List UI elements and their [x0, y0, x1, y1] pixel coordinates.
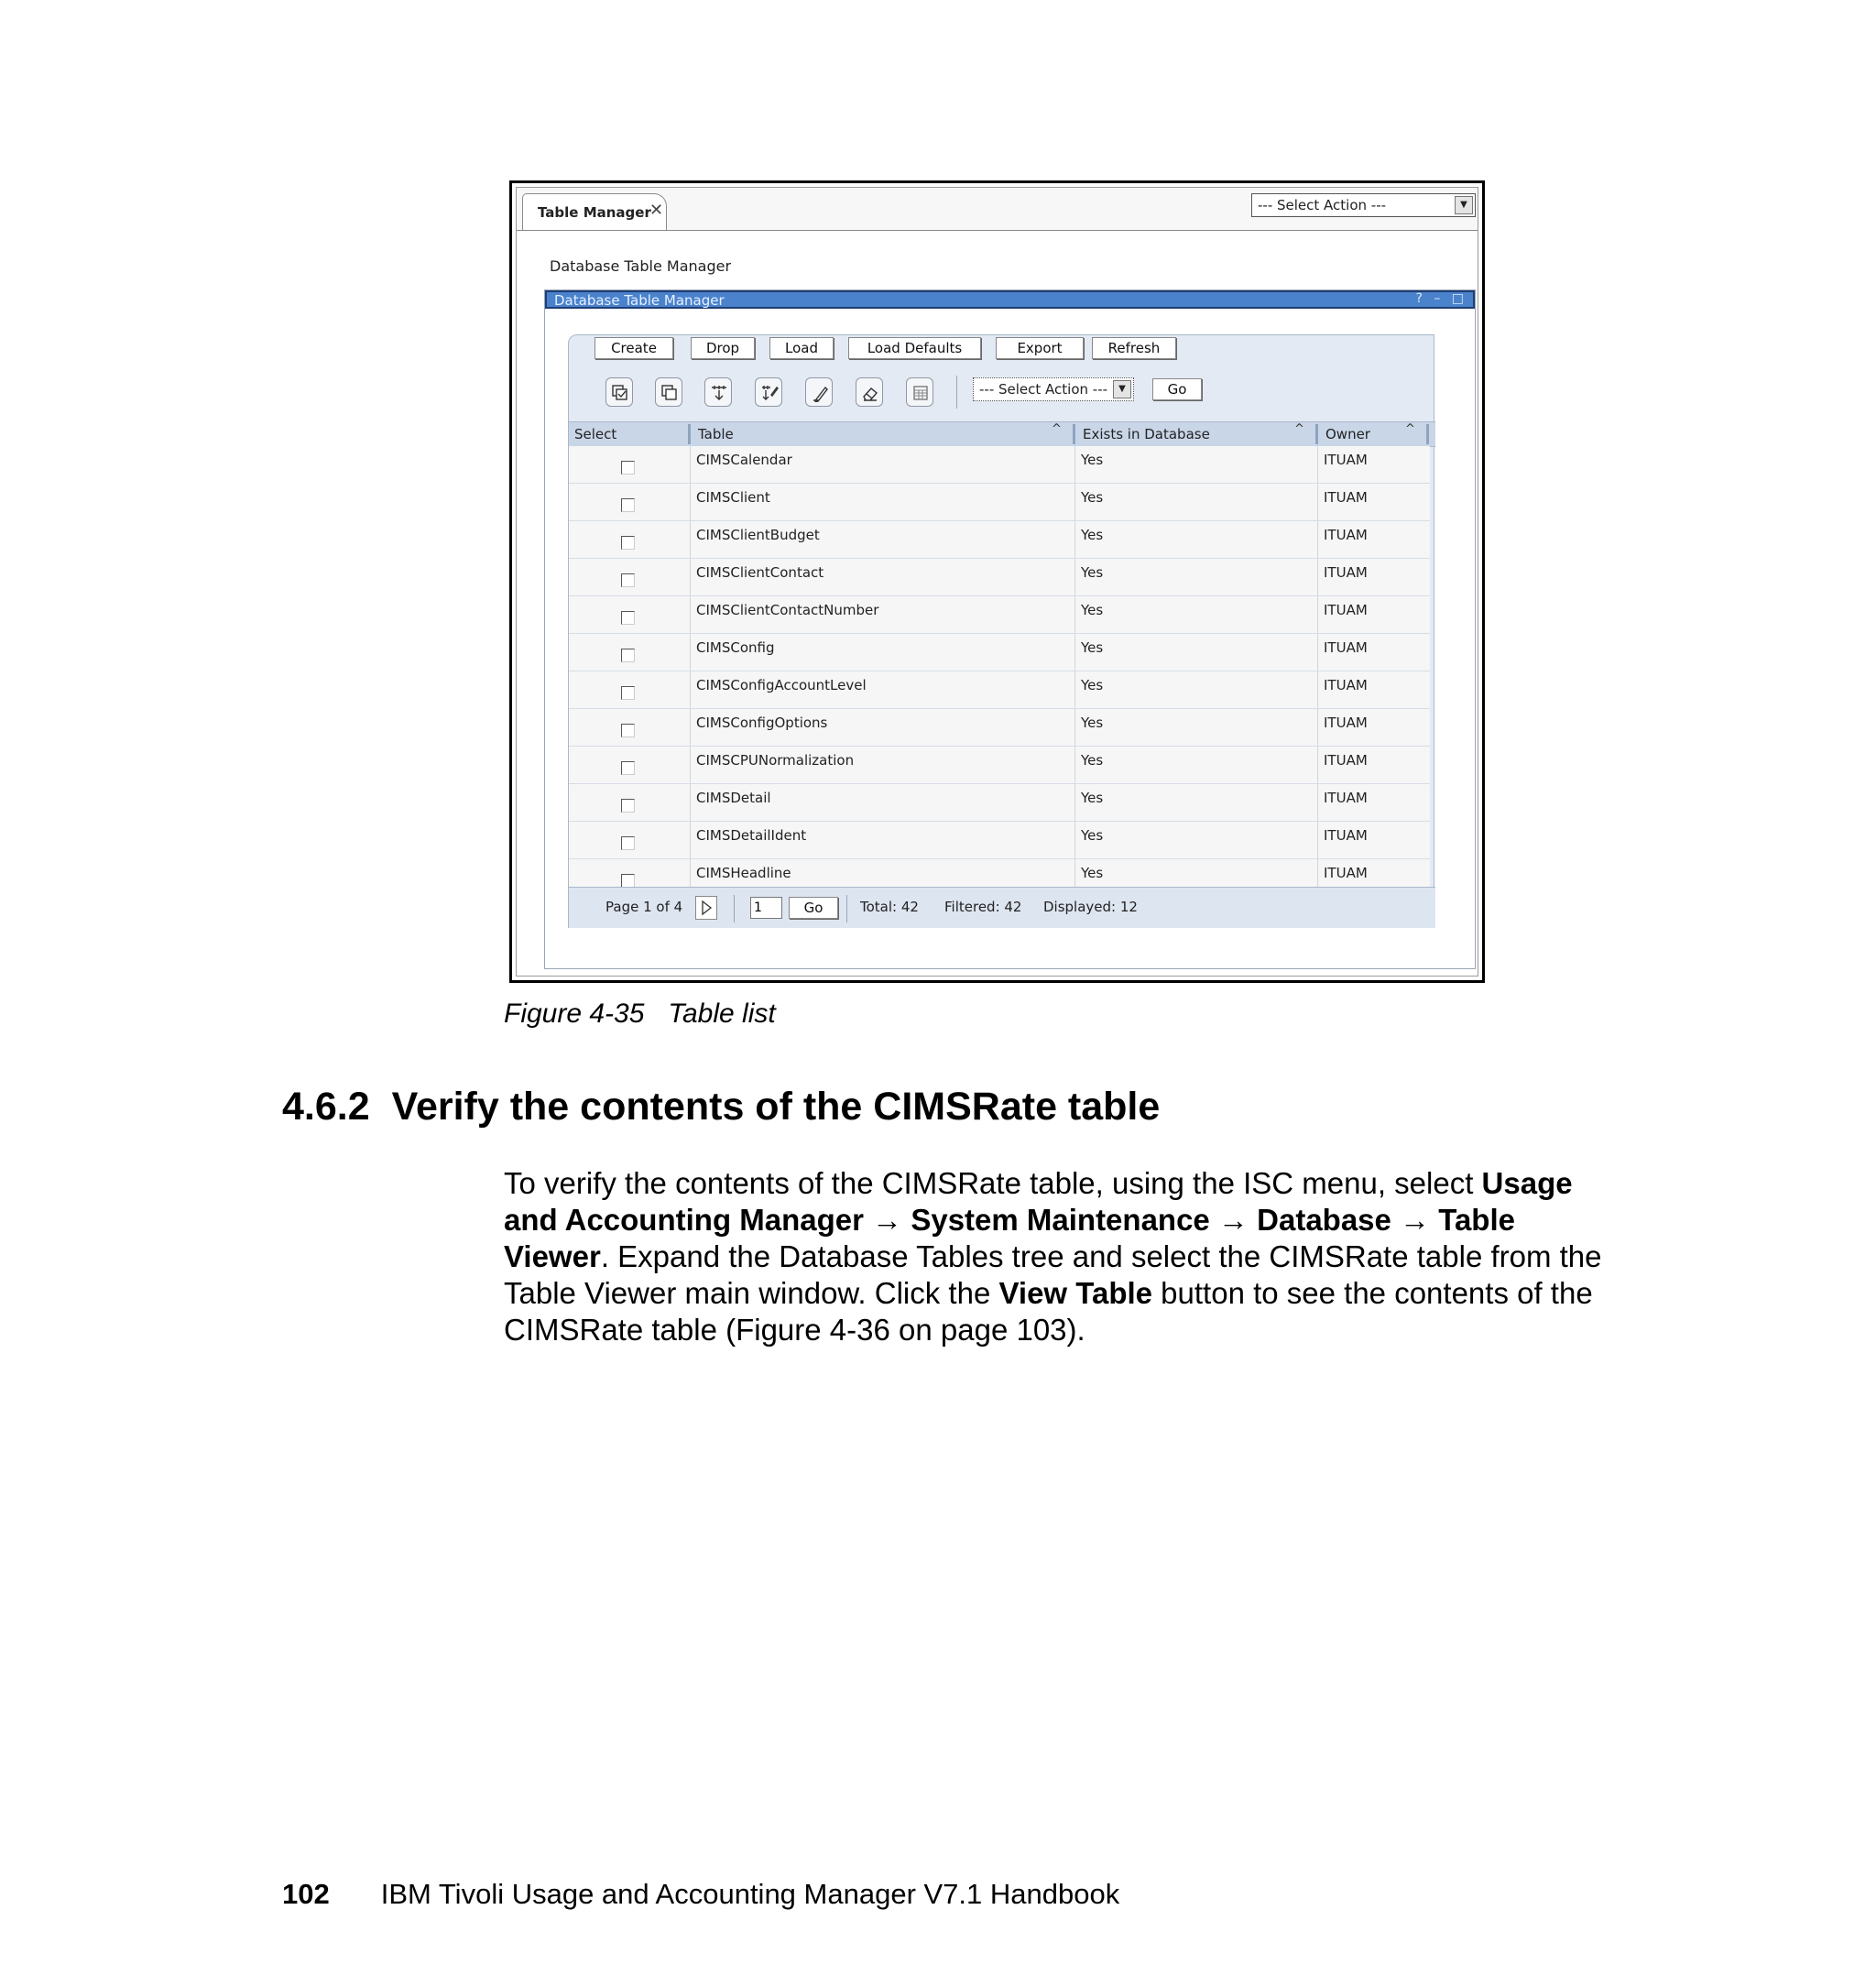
column-header-owner[interactable]: Owner — [1325, 426, 1370, 442]
chevron-down-icon[interactable]: ▼ — [1455, 196, 1473, 214]
column-divider — [1317, 521, 1318, 558]
cell-table-name: CIMSConfigOptions — [696, 715, 828, 731]
drop-button[interactable]: Drop — [691, 337, 755, 359]
cell-owner: ITUAM — [1324, 564, 1368, 581]
table-row[interactable] — [569, 709, 1430, 747]
cell-table-name: CIMSHeadline — [696, 865, 791, 881]
cell-exists: Yes — [1081, 527, 1104, 543]
select-all-icon[interactable] — [605, 377, 633, 407]
sort-ascending-icon[interactable]: ^ — [1405, 422, 1415, 436]
column-divider — [1074, 709, 1075, 746]
page-go-button[interactable]: Go — [789, 897, 838, 919]
collapse-table-icon[interactable] — [906, 377, 933, 407]
next-page-button[interactable] — [695, 896, 717, 920]
toolbar-divider — [956, 376, 957, 409]
menu-path-system-maintenance: System Maintenance — [911, 1203, 1210, 1237]
cell-exists: Yes — [1081, 602, 1104, 618]
cell-table-name: CIMSCPUNormalization — [696, 752, 855, 769]
column-divider — [1317, 671, 1318, 708]
table-panel — [568, 334, 1434, 928]
column-divider — [1317, 596, 1318, 633]
row-select-checkbox[interactable] — [621, 836, 635, 850]
page-action-select[interactable] — [1251, 193, 1476, 217]
cell-exists: Yes — [1081, 452, 1104, 468]
figure-number: Figure 4-35 — [504, 998, 645, 1029]
column-divider — [1074, 784, 1075, 821]
column-divider — [690, 521, 691, 558]
column-resize-handle[interactable] — [1073, 424, 1075, 444]
view-table-label: View Table — [998, 1276, 1152, 1310]
cell-owner: ITUAM — [1324, 752, 1368, 769]
create-button[interactable]: Create — [594, 337, 673, 359]
deselect-all-icon[interactable] — [655, 377, 682, 407]
portlet-window-icons[interactable]: ? – □ — [1415, 291, 1467, 306]
figure-title: Table list — [668, 998, 776, 1029]
cell-table-name: CIMSClient — [696, 489, 770, 506]
pager-divider — [734, 895, 735, 922]
column-divider — [1074, 446, 1075, 483]
cell-owner: ITUAM — [1324, 790, 1368, 806]
table-row[interactable] — [569, 559, 1430, 596]
pager-divider — [846, 895, 847, 922]
row-select-checkbox[interactable] — [621, 536, 635, 550]
page-indicator: Page 1 of 4 — [605, 899, 683, 915]
menu-path-usage-and-accounting-manager: Usage and Accounting Manager — [504, 1166, 1573, 1237]
column-divider — [690, 484, 691, 520]
row-select-checkbox[interactable] — [621, 573, 635, 587]
arrow-icon: → — [1217, 1203, 1249, 1237]
table-manager-screenshot — [509, 180, 1485, 983]
close-icon[interactable]: ✕ — [649, 201, 664, 220]
column-divider — [1317, 634, 1318, 671]
column-divider — [1074, 596, 1075, 633]
column-divider — [1074, 521, 1075, 558]
column-divider — [690, 671, 691, 708]
column-divider — [1317, 709, 1318, 746]
page-action-select-value: --- Select Action --- — [1258, 197, 1387, 213]
column-header-select: Select — [574, 426, 617, 442]
table-row[interactable] — [569, 784, 1430, 822]
cell-table-name: CIMSConfig — [696, 639, 775, 656]
displayed-count: Displayed: 12 — [1043, 899, 1138, 915]
column-divider — [690, 446, 691, 483]
column-divider — [1074, 484, 1075, 520]
page-title: Database Table Manager — [550, 257, 732, 275]
cell-exists: Yes — [1081, 865, 1104, 881]
column-divider — [1317, 446, 1318, 483]
row-select-checkbox[interactable] — [621, 686, 635, 700]
row-select-checkbox[interactable] — [621, 799, 635, 813]
cell-owner: ITUAM — [1324, 489, 1368, 506]
cell-exists: Yes — [1081, 639, 1104, 656]
cell-exists: Yes — [1081, 790, 1104, 806]
page-number: 102 — [282, 1878, 330, 1910]
figure-caption — [504, 998, 776, 1030]
cell-owner: ITUAM — [1324, 452, 1368, 468]
sort-ascending-icon[interactable]: ^ — [1294, 422, 1304, 436]
body-text-run: To verify the contents of the CIMSRate table, using the ISC menu, select — [504, 1166, 1482, 1200]
expand-filter-icon[interactable] — [704, 377, 732, 407]
tab-table-manager[interactable] — [522, 193, 667, 230]
tab-label: Table Manager — [538, 204, 651, 221]
load-button[interactable]: Load — [769, 337, 834, 359]
column-divider — [690, 747, 691, 783]
column-divider — [1074, 634, 1075, 671]
column-divider — [690, 784, 691, 821]
table-row[interactable] — [569, 484, 1430, 521]
arrow-icon: → — [1400, 1203, 1431, 1237]
row-select-checkbox[interactable] — [621, 724, 635, 737]
page-footer — [282, 1878, 1119, 1911]
edit-filter-icon[interactable] — [755, 377, 782, 407]
table-row[interactable] — [569, 822, 1430, 859]
table-row[interactable] — [569, 446, 1430, 484]
cell-table-name: CIMSDetail — [696, 790, 771, 806]
refresh-button[interactable]: Refresh — [1092, 337, 1176, 359]
section-heading — [282, 1085, 1160, 1129]
cell-owner: ITUAM — [1324, 715, 1368, 731]
cell-table-name: CIMSDetailIdent — [696, 827, 807, 844]
go-button[interactable]: Go — [1152, 378, 1202, 400]
body-text-run: button to see the contents of the CIMSRate table (Figure 4-36 on page 103). — [504, 1276, 1593, 1347]
pagination-bar — [569, 887, 1435, 928]
cell-table-name: CIMSCalendar — [696, 452, 792, 468]
portlet-title-bar — [545, 290, 1475, 309]
column-divider — [1074, 671, 1075, 708]
cell-exists: Yes — [1081, 677, 1104, 693]
cell-owner: ITUAM — [1324, 602, 1368, 618]
column-resize-handle[interactable] — [688, 424, 691, 444]
cell-exists: Yes — [1081, 827, 1104, 844]
arrow-icon: → — [872, 1203, 903, 1237]
table-row[interactable] — [569, 747, 1430, 784]
book-title: IBM Tivoli Usage and Accounting Manager V7.1 Handbook — [380, 1878, 1120, 1910]
cell-owner: ITUAM — [1324, 527, 1368, 543]
edit-sort-icon[interactable] — [805, 377, 833, 407]
column-divider — [1074, 559, 1075, 595]
column-divider — [1074, 747, 1075, 783]
portlet-title: Database Table Manager — [554, 292, 725, 309]
row-select-checkbox[interactable] — [621, 649, 635, 662]
body-text-run: . Expand the Database Tables tree and select the CIMSRate table from the Table Viewer main window. Click the — [504, 1239, 1602, 1310]
cell-owner: ITUAM — [1324, 827, 1368, 844]
page-number-input[interactable]: 1 — [750, 897, 782, 919]
column-divider — [690, 596, 691, 633]
table-action-select-value: --- Select Action --- — [979, 381, 1108, 398]
column-resize-handle[interactable] — [1426, 424, 1429, 444]
table-header — [569, 421, 1435, 447]
table-row[interactable] — [569, 671, 1430, 709]
row-select-checkbox[interactable] — [621, 461, 635, 475]
cell-table-name: CIMSClientContactNumber — [696, 602, 879, 618]
section-title: Verify the contents of the CIMSRate table — [391, 1085, 1161, 1129]
column-divider — [1317, 822, 1318, 858]
column-divider — [1317, 559, 1318, 595]
column-divider — [690, 822, 691, 858]
cell-table-name: CIMSConfigAccountLevel — [696, 677, 867, 693]
cell-owner: ITUAM — [1324, 865, 1368, 881]
cell-table-name: CIMSClientBudget — [696, 527, 820, 543]
database-table-manager-portlet — [544, 289, 1476, 969]
filtered-count: Filtered: 42 — [944, 899, 1022, 915]
clear-sort-icon[interactable] — [856, 377, 883, 407]
cell-exists: Yes — [1081, 564, 1104, 581]
column-header-table[interactable]: Table — [698, 426, 734, 442]
row-select-checkbox[interactable] — [621, 761, 635, 775]
table-action-select[interactable] — [973, 377, 1134, 401]
total-count: Total: 42 — [860, 899, 919, 915]
column-divider — [1317, 484, 1318, 520]
cell-exists: Yes — [1081, 489, 1104, 506]
row-select-checkbox[interactable] — [621, 874, 635, 888]
table-row[interactable] — [569, 521, 1430, 559]
column-divider — [690, 709, 691, 746]
section-number: 4.6.2 — [282, 1085, 370, 1129]
cell-owner: ITUAM — [1324, 677, 1368, 693]
export-button[interactable]: Export — [996, 337, 1084, 359]
cell-table-name: CIMSClientContact — [696, 564, 824, 581]
next-page-icon — [696, 897, 716, 919]
cell-exists: Yes — [1081, 715, 1104, 731]
load-defaults-button[interactable]: Load Defaults — [848, 337, 981, 359]
body-paragraph — [504, 1165, 1603, 1348]
column-divider — [1317, 747, 1318, 783]
tab-strip — [517, 188, 1478, 231]
console-window — [516, 187, 1478, 977]
table-row[interactable] — [569, 596, 1430, 634]
row-select-checkbox[interactable] — [621, 498, 635, 512]
table-row[interactable] — [569, 634, 1430, 671]
row-select-checkbox[interactable] — [621, 611, 635, 625]
menu-path-table-viewer: Table Viewer — [504, 1203, 1515, 1273]
column-resize-handle[interactable] — [1315, 424, 1318, 444]
cell-exists: Yes — [1081, 752, 1104, 769]
chevron-down-icon[interactable]: ▼ — [1113, 380, 1131, 398]
column-divider — [690, 559, 691, 595]
table-body — [569, 446, 1430, 897]
cell-owner: ITUAM — [1324, 639, 1368, 656]
column-divider — [1074, 822, 1075, 858]
column-divider — [690, 634, 691, 671]
menu-path-database: Database — [1257, 1203, 1391, 1237]
column-header-exists[interactable]: Exists in Database — [1083, 426, 1210, 442]
sort-ascending-icon[interactable]: ^ — [1052, 422, 1062, 436]
column-divider — [1317, 784, 1318, 821]
